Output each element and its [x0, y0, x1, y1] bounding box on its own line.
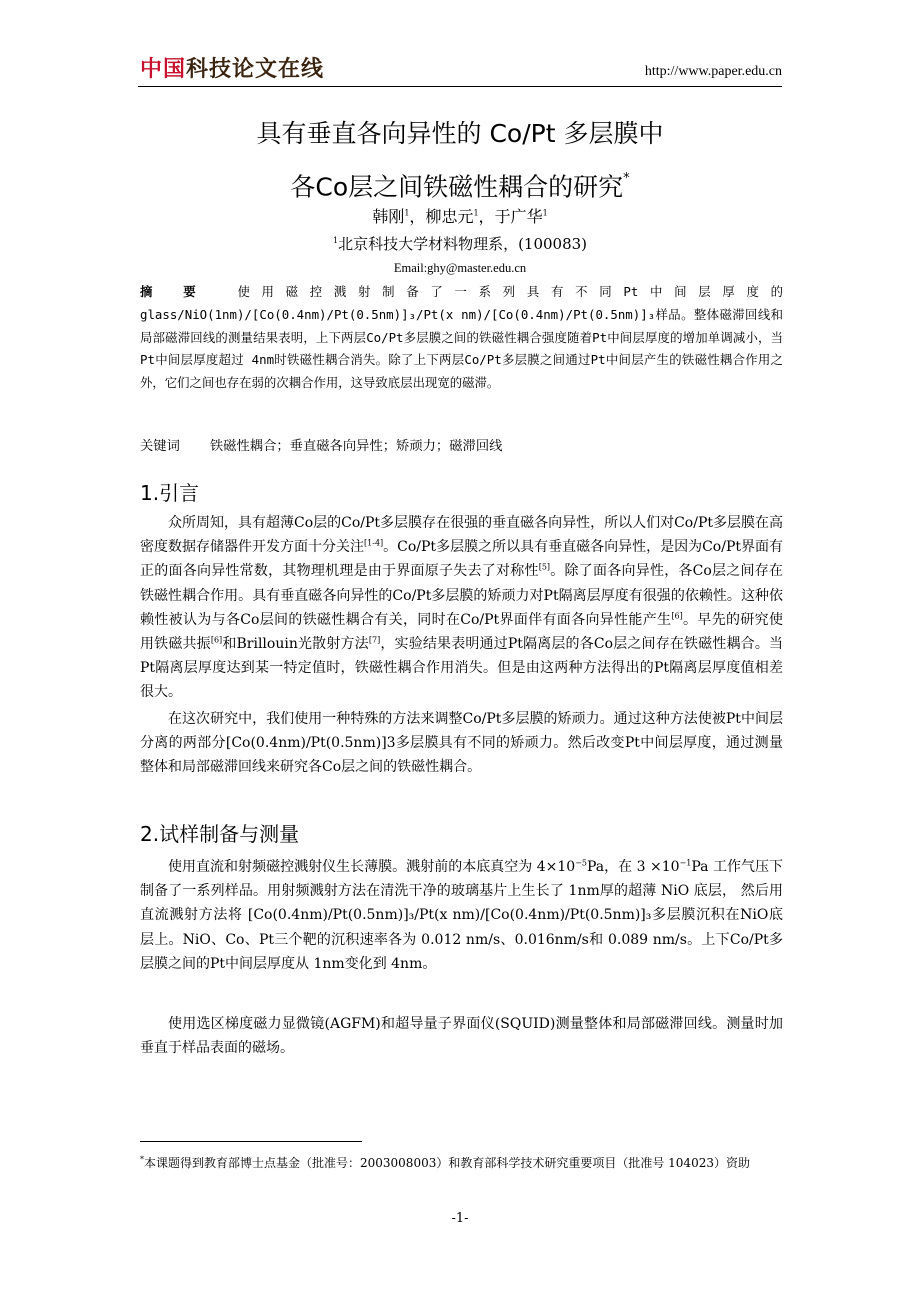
exponent: −5: [575, 858, 587, 868]
author-affiliation-mark: 1: [542, 208, 548, 218]
intro-paragraph-1: 众所周知，具有超薄Co层的Co/Pt多层膜存在很强的垂直磁各向异性，所以人们对Co/Pt多层膜在高密度数据存储器件开发方面十分关注[1-4]。Co/Pt多层膜之所以具有垂直磁各向异性，是因为Co/Pt界面有正的面各向异性常数，其物理机理是由于界面原子失去了对称性[5]。除了面各向异性，各Co层之间存在铁磁性耦合作用。具有垂直磁各向异性的Co/Pt多层膜的矫顽力对Pt隔离层厚度有很强的依赖性。这种依赖性被认为与各Co层间的铁磁性耦合有关，同时在Co/Pt界面伴有面各向异性能产生[6]。早先的研究使用铁磁共振[6]和Brillouin光散射方法[7]，实验结果表明通过Pt隔离层的各Co层之间存在铁磁性耦合。当Pt隔离层厚度达到某一特定值时，铁磁性耦合作用消失。但是由这两种方法得出的Pt隔离层厚度值相差很大。: [140, 515, 784, 701]
methods-paragraph-1: 使用直流和射频磁控溅射仪生长薄膜。溅射前的本底真空为 $4\times 10^{-5}Pa$，在 $3 \times 10^{-1}Pa$ 工作气压下制备了一系列样品。用射频溅射方法在清洗干净的玻璃基片上生长了 1nm厚的超薄 NiO 底层， 然后用直流溅射方法将 [Co(0.4nm)/Pt(0.5nm)]₃/Pt(x nm)/[Co(0.4nm)/Pt(0.5nm)]₃多层膜沉积在NiO底层上。NiO、Co、Pt三个靶的沉积速率各为 0.012 nm/s、0.016nm/s和 0.089 nm/s。上下Co/Pt多层膜之间的Pt中间层厚度从 1nm变化到 4nm。: [140, 858, 783, 972]
author-affiliation-mark: 1: [473, 208, 479, 218]
author-name: 柳忠元: [425, 207, 474, 226]
abstract-label: 摘 要: [140, 284, 208, 299]
citation-ref: [1-4]: [364, 538, 384, 548]
author-email[interactable]: Email:ghy@master.edu.cn: [393, 261, 527, 275]
page-number: -1-: [451, 1211, 469, 1226]
citation-ref: [5]: [538, 562, 551, 572]
affiliation-text: 北京科技大学材料物理系，(100083): [338, 235, 588, 253]
author-name: 韩刚: [372, 207, 405, 226]
exponent: −1: [679, 858, 692, 868]
header-url[interactable]: http://www.paper.edu.cn: [644, 64, 782, 79]
keywords-text: 铁磁性耦合；垂直磁各向异性；矫顽力；磁滞回线: [209, 439, 503, 454]
citation-ref: [6]: [671, 611, 683, 621]
section-heading-introduction: 1.引言: [140, 481, 200, 505]
paper-title-line-2-text: 各Co层之间铁磁性耦合的研究: [290, 172, 624, 202]
logo-sci-paper-text: 科技论文在线: [186, 57, 325, 82]
abstract: [140, 281, 783, 395]
footnote-divider: [140, 1141, 362, 1142]
keywords-label: 关键词: [140, 439, 180, 454]
keywords: [140, 436, 502, 458]
citation-ref: [7]: [368, 635, 381, 645]
paper-title-line-2: [138, 166, 782, 204]
footnote-text: 本课题得到教育部博士点基金（批准号：2003008003）和教育部科学技术研究重要项目（批准号 104023）资助: [144, 1156, 750, 1170]
footnote-mark: *: [140, 1155, 144, 1164]
logo-china-text: 中国: [140, 57, 187, 82]
intro-paragraph-2: 在这次研究中，我们使用一种特殊的方法来调整Co/Pt多层膜的矫顽力。通过这种方法使被Pt中间层分离的两部分[Co(0.4nm)/Pt(0.5nm)]3多层膜具有不同的矫顽力。然后改变Pt中间层厚度，通过测量整体和局部磁滞回线来研究各Co层之间的铁磁性耦合。: [140, 711, 783, 776]
section-heading-methods: 2.试样制备与测量: [140, 822, 300, 846]
title-footnote-mark: *: [623, 171, 630, 186]
author-name: 于广华: [494, 207, 543, 226]
author-list: 韩刚$^1$，柳忠元$^1$，于广华$^1$: [372, 207, 548, 226]
header-divider: [138, 86, 782, 87]
citation-ref: [6]: [210, 635, 223, 645]
affiliation-mark: 1: [332, 236, 339, 245]
methods-paragraph-2: 使用选区梯度磁力显微镜(AGFM)和超导量子界面仪(SQUID)测量整体和局部磁滞回线。测量时加垂直于样品表面的磁场。: [140, 1016, 783, 1057]
author-affiliation-mark: 1: [404, 208, 410, 218]
affiliation: [138, 233, 782, 255]
site-logo: [140, 56, 324, 84]
footnote: [140, 1154, 783, 1172]
paper-title-line-1: 具有垂直各向异性的 Co/Pt 多层膜中: [256, 119, 664, 148]
abstract-text: 使用磁控溅射制备了一系列具有不同Pt中间层厚度的glass/NiO(1nm)/[Co(0.4nm)/Pt(0.5nm)]₃/Pt(x nm)/[Co(0.4nm)/Pt(0.5nm)]₃样品。整体磁滞回线和局部磁滞回线的测量结果表明，上下两层Co/Pt多层膜之间的铁磁性耦合强度随着Pt中间层厚度的增加单调减小，当Pt中间层厚度超过 4nm时铁磁性耦合消失。除了上下两层Co/Pt多层膜之间通过Pt中间层产生的铁磁性耦合作用之外，它们之间也存在弱的次耦合作用，这导致底层出现宽的磁滞。: [140, 284, 783, 391]
